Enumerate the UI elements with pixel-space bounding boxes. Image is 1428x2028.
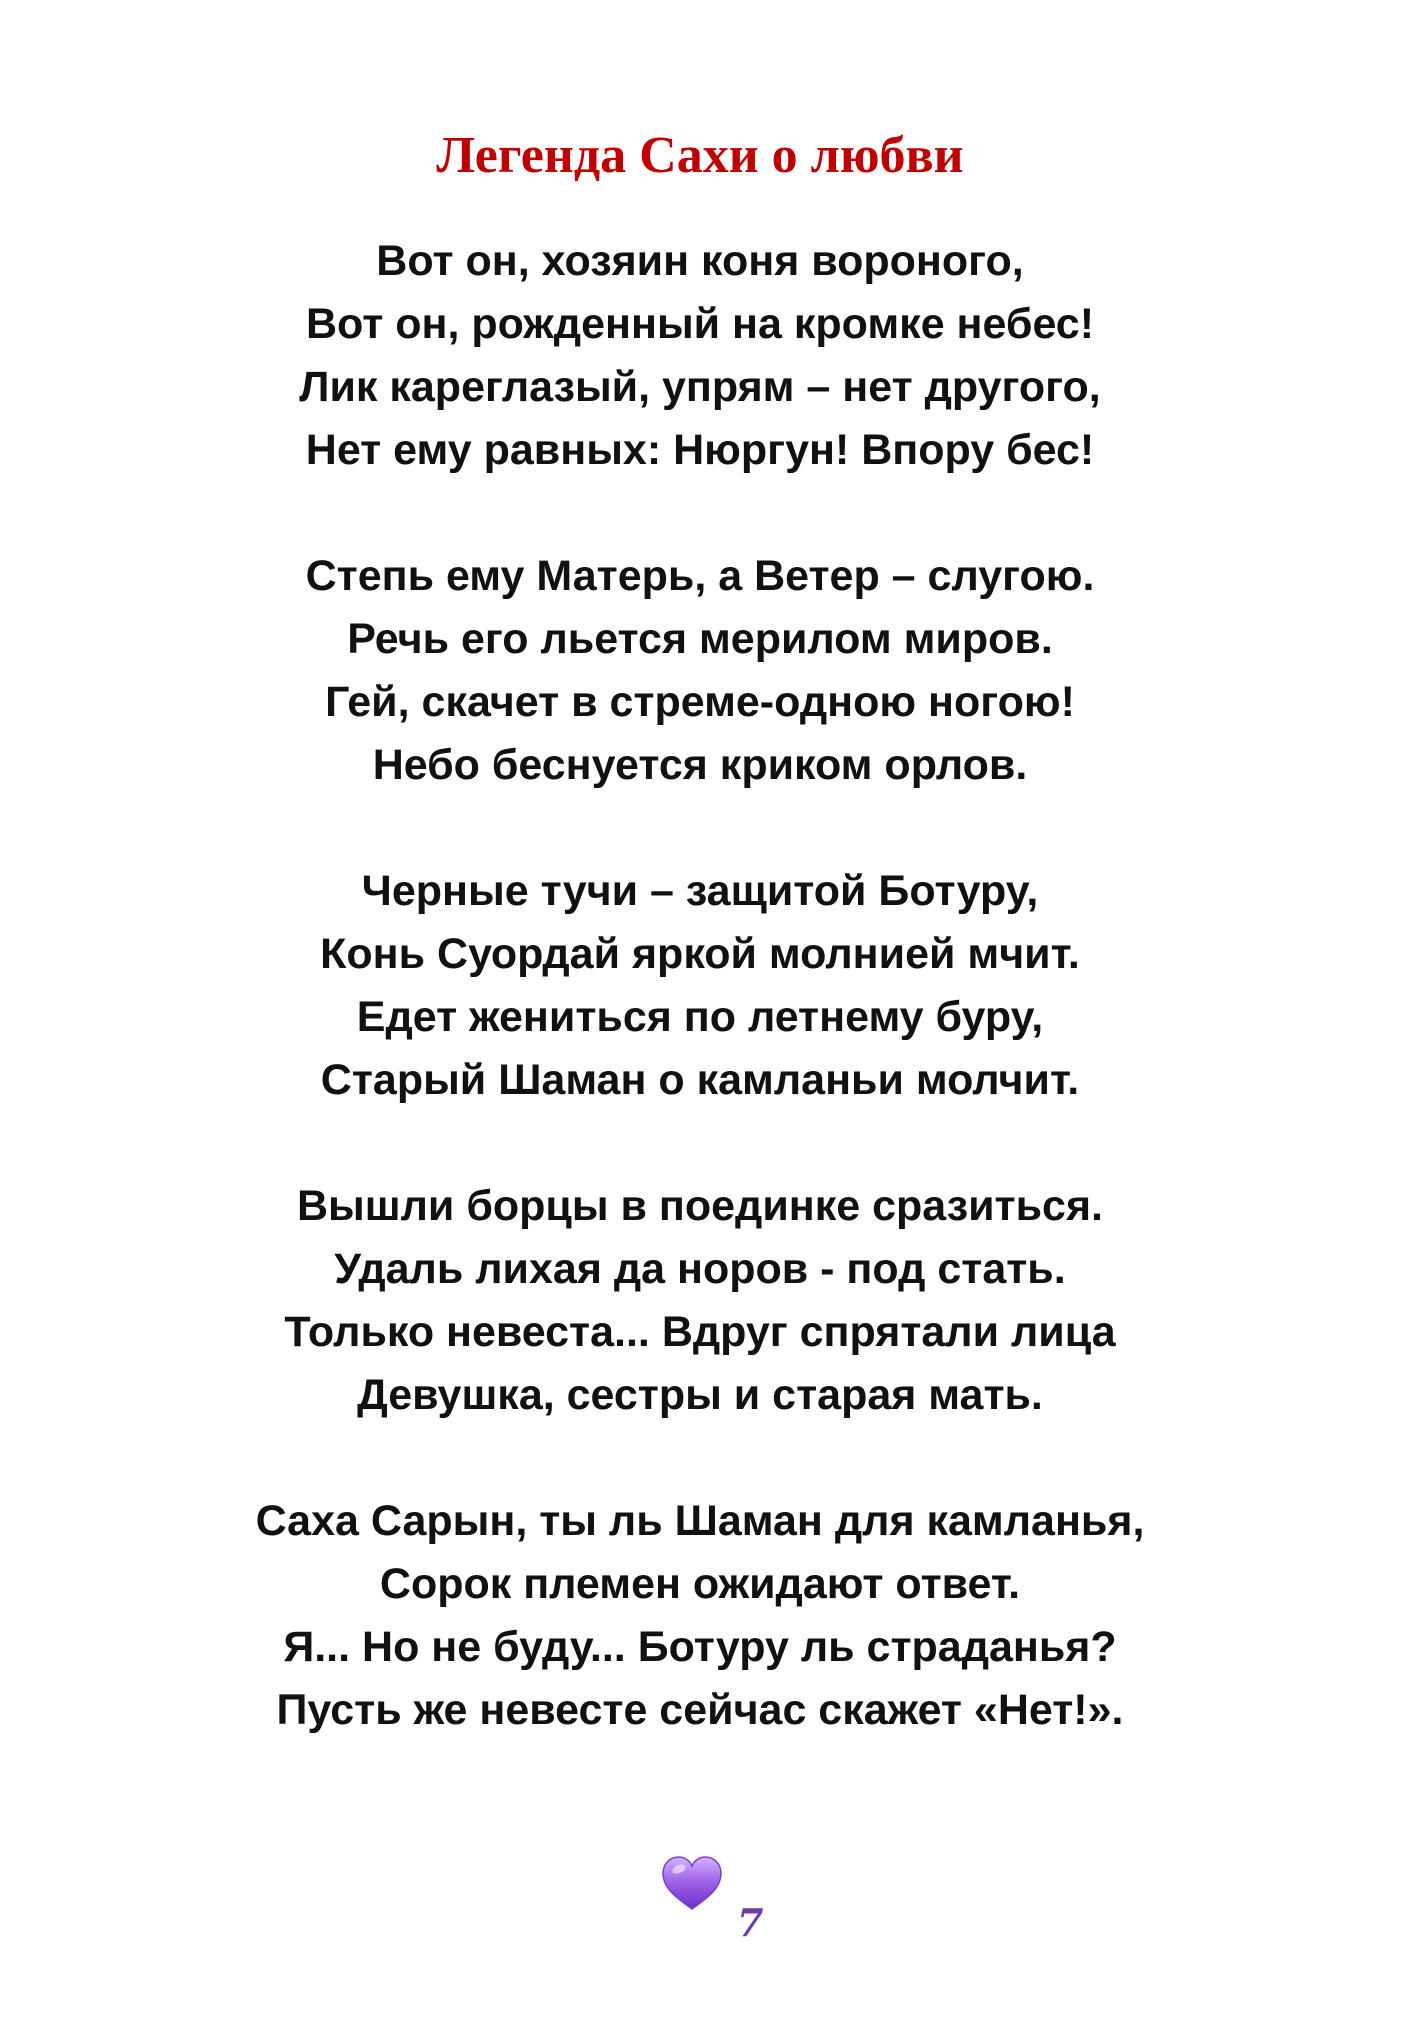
- poem-line: Степь ему Матерь, а Ветер – слугою.: [305, 552, 1095, 600]
- page-footer: [0, 1855, 1428, 1965]
- poem-line: Девушка, сестры и старая мать.: [357, 1371, 1043, 1419]
- stanza-3: [0, 860, 1400, 1112]
- heart-icon: [660, 1855, 724, 1911]
- poem-body: [0, 230, 1400, 1805]
- poem-line: Гей, скачет в стреме-одною ногою!: [325, 678, 1075, 726]
- poem-line: Нет ему равных: Нюргун! Впору бес!: [305, 426, 1095, 474]
- poem-line: Небо беснуется криком орлов.: [372, 741, 1028, 789]
- stanza-4: [0, 1175, 1400, 1427]
- poem-line: Удаль лихая да норов - под стать.: [334, 1245, 1066, 1293]
- poem-line: Саха Сарын, ты ль Шаман для камланья,: [255, 1497, 1145, 1545]
- poem-line: Речь его льется мерилом миров.: [347, 615, 1053, 663]
- page-number: 7: [737, 1900, 764, 1945]
- poem-line: Старый Шаман о камланьи молчит.: [320, 1056, 1080, 1104]
- poem-title: Легенда Сахи о любви: [436, 127, 964, 184]
- poem-line: Едет жениться по летнему буру,: [356, 993, 1044, 1041]
- poem-line: Вышли борцы в поединке сразиться.: [297, 1182, 1103, 1230]
- stanza-2: [0, 545, 1400, 797]
- poem-line: Лик кареглазый, упрям – нет другого,: [299, 363, 1101, 411]
- poem-line: Вот он, хозяин коня вороного,: [376, 237, 1024, 285]
- poem-line: Я... Но не буду... Ботуру ль страданья?: [283, 1623, 1117, 1671]
- poem-line: Только невеста... Вдруг спрятали лица: [284, 1308, 1116, 1356]
- poem-line: Черные тучи – защитой Ботуру,: [361, 867, 1039, 915]
- poem-line: Пусть же невесте сейчас скажет «Нет!».: [276, 1686, 1124, 1734]
- stanza-1: [0, 230, 1400, 482]
- poem-line: Конь Суордай яркой молнией мчит.: [320, 930, 1080, 978]
- poem-line: Сорок племен ожидают ответ.: [379, 1560, 1021, 1608]
- stanza-5: [0, 1490, 1400, 1742]
- poem-line: Вот он, рожденный на кромке небес!: [305, 300, 1095, 348]
